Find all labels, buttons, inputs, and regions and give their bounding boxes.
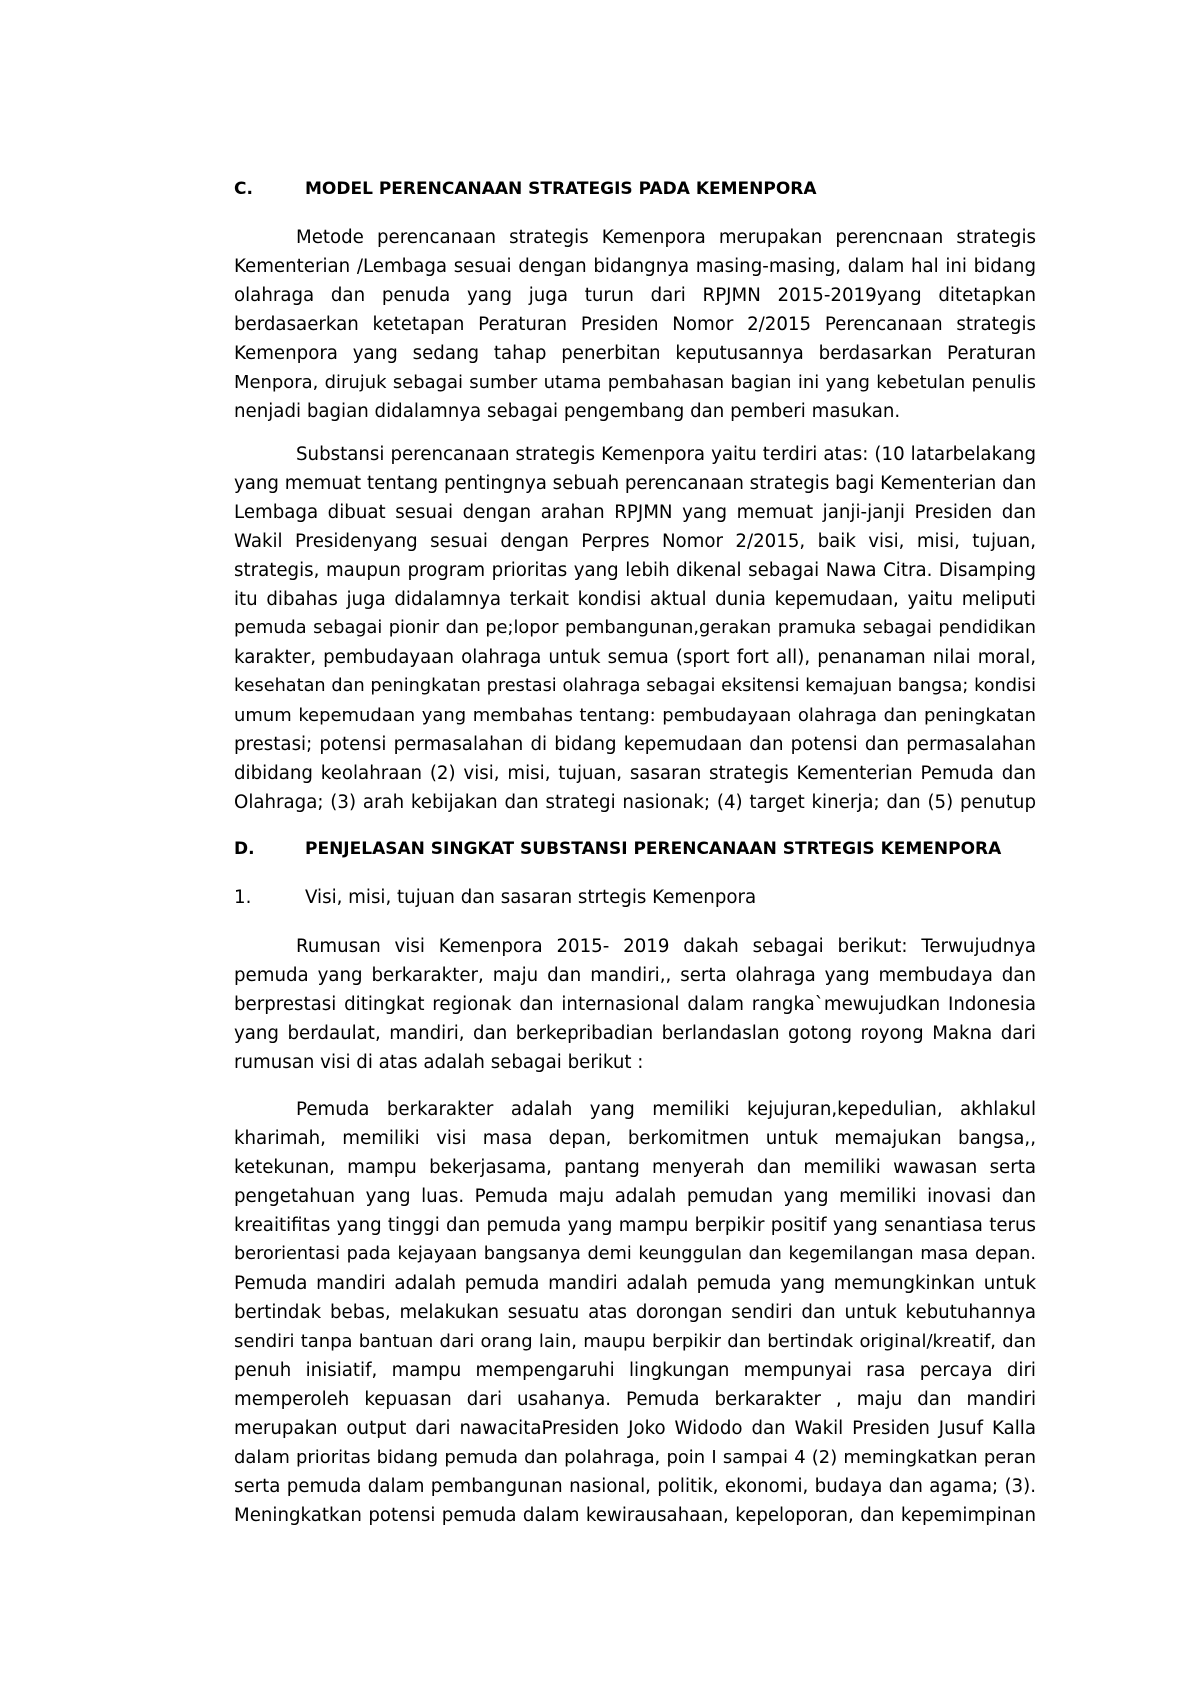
paragraph-line: memperoleh kepuasan dari usahanya. Pemuda berkarakter , maju dan mandiri — [234, 1389, 1036, 1410]
paragraph-line: ketekunan, mampu bekerjasama, pantang menyerah dan memiliki wawasan serta — [234, 1157, 1036, 1178]
paragraph-line: yang berdaulat, mandiri, dan berkepribadian berlandaslan gotong royong Makna dari — [234, 1023, 1036, 1044]
paragraph-line: merupakan output dari nawacitaPresiden Joko Widodo dan Wakil Presiden Jusuf Kalla — [234, 1418, 1036, 1439]
paragraph-line: Kementerian /Lembaga sesuai dengan bidangnya masing-masing, dalam hal ini bidang — [234, 256, 1036, 277]
paragraph-line: karakter, pembudayaan olahraga untuk semua (sport fort all), penanaman nilai moral, — [234, 647, 1036, 668]
paragraph-line: Pemuda mandiri adalah pemuda mandiri adalah pemuda yang memungkinkan untuk — [234, 1273, 1036, 1294]
paragraph-line: Lembaga dibuat sesuai dengan arahan RPJMN yang memuat janji-janji Presiden dan — [234, 502, 1036, 523]
paragraph-line: kharimah, memiliki visi masa depan, berkomitmen untuk memajukan bangsa,, — [234, 1128, 1036, 1149]
paragraph-line: Kemenpora yang sedang tahap penerbitan keputusannya berdasarkan Peraturan — [234, 343, 1036, 364]
paragraph-line: Substansi perencanaan strategis Kemenpora yaitu terdiri atas: (10 latarbelakang — [296, 444, 1036, 465]
paragraph-line: Metode perencanaan strategis Kemenpora merupakan perencnaan strategis — [296, 227, 1036, 248]
section-c-title: MODEL PERENCANAAN STRATEGIS PADA KEMENPORA — [305, 179, 817, 199]
paragraph-line: pemuda sebagai pionir dan pe;lopor pembangunan,gerakan pramuka sebagai pendidikan — [234, 618, 1036, 638]
section-d-label: D. — [234, 839, 255, 859]
paragraph-line: nenjadi bagian didalamnya sebagai pengembang dan pemberi masukan. — [234, 401, 901, 422]
paragraph-line: berprestasi ditingkat regionak dan internasional dalam rangka`mewujudkan Indonesia — [234, 994, 1036, 1015]
paragraph-line: pemuda yang berkarakter, maju dan mandiri,, serta olahraga yang membudaya dan — [234, 965, 1036, 986]
paragraph-line: Olahraga; (3) arah kebijakan dan strategi nasionak; (4) target kinerja; dan (5) penutup — [234, 792, 1036, 813]
paragraph-line: Wakil Presidenyang sesuai dengan Perpres Nomor 2/2015, baik visi, misi, tujuan, — [234, 531, 1036, 552]
paragraph-line: dalam prioritas bidang pemuda dan polahraga, poin I sampai 4 (2) memingkatkan peran — [234, 1447, 1036, 1468]
paragraph-line: serta pemuda dalam pembangunan nasional, politik, ekonomi, budaya dan agama; (3). — [234, 1476, 1036, 1497]
paragraph-line: bertindak bebas, melakukan sesuatu atas dorongan sendiri dan untuk kebutuhannya — [234, 1302, 1036, 1323]
section-d-title: PENJELASAN SINGKAT SUBSTANSI PERENCANAAN STRTEGIS KEMENPORA — [305, 839, 1002, 859]
paragraph-line: pengetahuan yang luas. Pemuda maju adalah pemudan yang memiliki inovasi dan — [234, 1186, 1036, 1207]
paragraph-line: berorientasi pada kejayaan bangsanya demi keunggulan dan kegemilangan masa depan. — [234, 1244, 1036, 1264]
paragraph-line: Pemuda berkarakter adalah yang memiliki kejujuran,kepedulian, akhlakul — [296, 1099, 1036, 1120]
paragraph-line: sendiri tanpa bantuan dari orang lain, maupu berpikir dan bertindak original/kreatif, dan — [234, 1331, 1036, 1352]
subsection-1-title: Visi, misi, tujuan dan sasaran strtegis Kemenpora — [305, 887, 757, 908]
paragraph-line: kesehatan dan peningkatan prestasi olahraga sebagai eksitensi kemajuan bangsa; kondisi — [234, 676, 1036, 696]
section-c-label: C. — [234, 179, 253, 199]
paragraph-line: olahraga dan penuda yang juga turun dari RPJMN 2015-2019yang ditetapkan — [234, 285, 1036, 306]
paragraph-line: umum kepemudaan yang membahas tentang: pembudayaan olahraga dan peningkatan — [234, 705, 1036, 726]
paragraph-line: kreaitifitas yang tinggi dan pemuda yang mampu berpikir positif yang senantiasa terus — [234, 1215, 1036, 1236]
paragraph-line: penuh inisiatif, mampu mempengaruhi lingkungan mempunyai rasa percaya diri — [234, 1360, 1036, 1381]
paragraph-line: Rumusan visi Kemenpora 2015- 2019 dakah sebagai berikut: Terwujudnya — [296, 936, 1036, 957]
paragraph-line: berdasaerkan ketetapan Peraturan Presiden Nomor 2/2015 Perencanaan strategis — [234, 314, 1036, 335]
subsection-1-label: 1. — [234, 887, 252, 908]
paragraph-line: rumusan visi di atas adalah sebagai berikut : — [234, 1052, 644, 1073]
paragraph-line: strategis, maupun program prioritas yang lebih dikenal sebagai Nawa Citra. Disamping — [234, 560, 1036, 581]
paragraph-line: itu dibahas juga didalamnya terkait kondisi aktual dunia kepemudaan, yaitu meliputi — [234, 589, 1036, 610]
paragraph-line: yang memuat tentang pentingnya sebuah perencanaan strategis bagi Kementerian dan — [234, 473, 1036, 494]
paragraph-line: prestasi; potensi permasalahan di bidang kepemudaan dan potensi dan permasalahan — [234, 734, 1036, 755]
paragraph-line: dibidang keolahraan (2) visi, misi, tujuan, sasaran strategis Kementerian Pemuda dan — [234, 763, 1036, 784]
paragraph-line: Meningkatkan potensi pemuda dalam kewirausahaan, kepeloporan, dan kepemimpinan — [234, 1505, 1036, 1526]
paragraph-line: Menpora, dirujuk sebagai sumber utama pembahasan bagian ini yang kebetulan penulis — [234, 372, 1036, 393]
